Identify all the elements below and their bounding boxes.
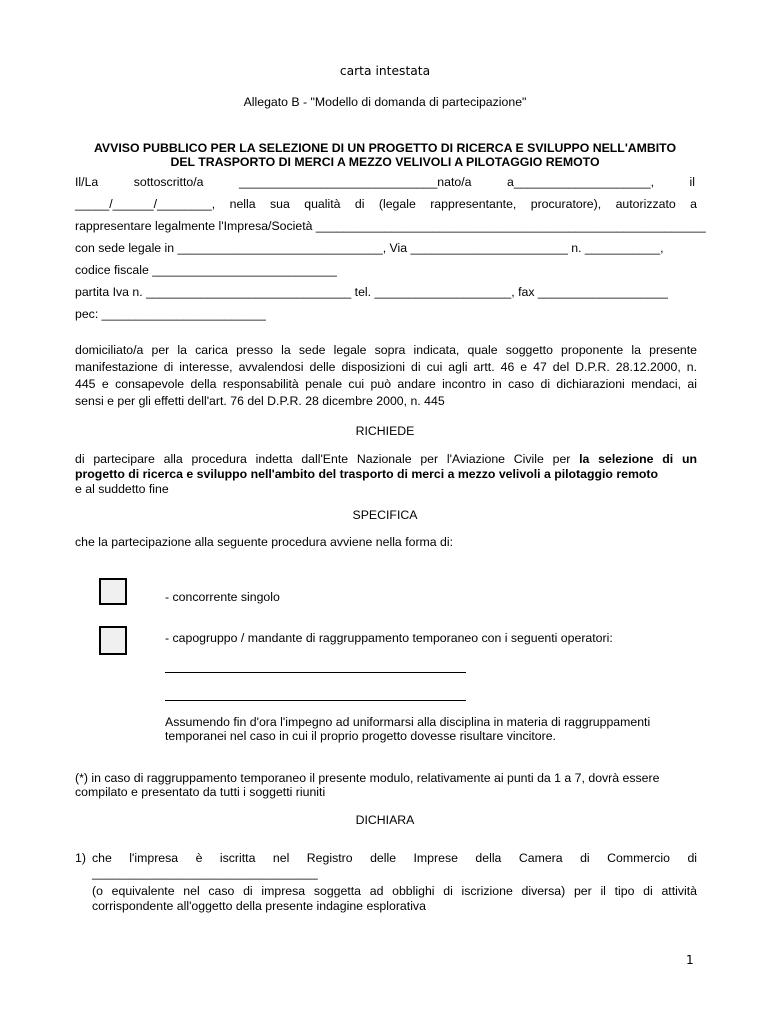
- domicile-paragraph: [75, 342, 697, 410]
- item-word: Camera: [518, 851, 563, 865]
- form-word: il: [689, 175, 696, 189]
- form-word: sottoscritto/a: [133, 175, 204, 189]
- item-word: nel: [272, 851, 290, 865]
- dichiara-heading: DICHIARA: [355, 813, 415, 827]
- document-title-line-1: AVVISO PUBBLICO PER LA SELEZIONE DI UN PROGETTO DI RICERCA E SVILUPPO NELL'AMBITO: [93, 141, 677, 155]
- item-word: è: [195, 851, 203, 865]
- group-leader-label: - capogruppo / mandante di raggruppamento temporaneo con i seguenti operatori:: [165, 631, 613, 645]
- item-word: l'impresa: [129, 851, 179, 865]
- form-word: Il/La: [75, 175, 99, 189]
- letterhead-placeholder: carta intestata: [339, 64, 431, 78]
- paragraph-line: domiciliato/a per la carica presso la sede legale sopra indicata, quale soggetto proponente la presente: [75, 343, 697, 357]
- paragraph-line: corrispondente all'oggetto della presente indagine esplorativa: [92, 899, 426, 913]
- paragraph-line: e al suddetto fine: [75, 482, 169, 496]
- document-title-line-2: DEL TRASPORTO DI MERCI A MEZZO VELIVOLI A PILOTAGGIO REMOTO: [170, 155, 600, 169]
- form-word: rappresentante,: [430, 197, 517, 211]
- form-word: (legale: [378, 197, 416, 211]
- form-word: qualità: [304, 197, 341, 211]
- chamber-of-commerce-blank: _________________________________: [92, 866, 318, 880]
- item-word: di: [687, 851, 698, 865]
- form-line-vat-phone-fax: partita Iva n. ______________________________ tel. ____________________, fax ___________________: [75, 285, 668, 299]
- item-word: Registro: [306, 851, 353, 865]
- paragraph-line: sensi e per gli effetti dell'art. 76 del D.P.R. 28 dicembre 2000, n. 445: [75, 394, 445, 408]
- single-competitor-label: - concorrente singolo: [165, 590, 280, 604]
- text-run: di partecipare alla procedura indetta dall'Ente Nazionale per l'Aviazione Civile per: [75, 452, 580, 466]
- paragraph-line: progetto di ricerca e sviluppo nell'ambito del trasporto di merci a mezzo velivoli a pilotaggio remoto: [75, 467, 659, 481]
- single-competitor-checkbox[interactable]: [99, 578, 127, 605]
- page-number: 1: [686, 953, 694, 967]
- item-word: di: [580, 851, 590, 865]
- group-leader-checkbox[interactable]: [99, 626, 127, 655]
- specifica-text: che la partecipazione alla seguente procedura avviene nella forma di:: [75, 535, 454, 549]
- paragraph-line: 445 e consapevole della responsabilità penale cui può andare incontro in caso di dichiarazioni mendaci, ai: [75, 377, 697, 391]
- form-line-pec: pec: ________________________: [75, 307, 266, 321]
- paragraph-line: (o equivalente nel caso di impresa soggetta ad obblighi di iscrizione diversa) per il tipo di attività: [92, 884, 697, 898]
- item-word: delle: [370, 851, 397, 865]
- item-word: che: [92, 851, 112, 865]
- specifica-heading: SPECIFICA: [352, 508, 418, 522]
- operator-blank-line[interactable]: [165, 672, 466, 673]
- form-line-company: rappresentare legalmente l'Impresa/Società _________________________________________________________: [75, 219, 706, 233]
- form-word: a____________________,: [507, 175, 655, 189]
- form-word: a: [690, 197, 697, 211]
- form-line-registered-office: con sede legale in ______________________________, Via _______________________ n. ___________,: [75, 241, 664, 255]
- text-run-bold: la selezione di un: [579, 452, 697, 466]
- form-word: nella: [229, 197, 256, 211]
- item-word: iscritta: [219, 851, 256, 865]
- note-line-2: compilato e presentato da tutti i soggetti riuniti: [75, 785, 326, 799]
- form-line-undersigned: [75, 175, 695, 190]
- item-word: Commercio: [607, 851, 670, 865]
- assume-line-1: Assumendo fin d'ora l'impegno ad uniformarsi alla disciplina in materia di raggruppamenti: [165, 715, 651, 729]
- item-1-paragraph: [92, 884, 697, 914]
- item-1-line-1: [92, 851, 697, 866]
- paragraph-line: manifestazione di interesse, avvalendosi delle disposizioni di cui agli artt. 46 e 47 del D.P.R. 28.12.2000, n.: [75, 360, 697, 374]
- form-line-tax-code: codice fiscale ___________________________: [75, 263, 337, 277]
- form-word: di: [354, 197, 365, 211]
- paragraph-line: [75, 452, 697, 467]
- operator-blank-line[interactable]: [165, 700, 466, 701]
- richiede-paragraph: [75, 452, 697, 497]
- form-word: procuratore),: [530, 197, 602, 211]
- form-line-birthdate: [75, 197, 697, 212]
- form-word: _____/______/________,: [75, 197, 216, 211]
- form-word: sua: [270, 197, 290, 211]
- note-line-1: (*) in caso di raggruppamento temporaneo il presente modulo, relativamente ai punti da 1 a 7, dovrà essere: [75, 771, 660, 785]
- form-word: autorizzato: [615, 197, 676, 211]
- annex-label: Allegato B - "Modello di domanda di partecipazione": [243, 95, 527, 109]
- richiede-heading: RICHIEDE: [355, 424, 415, 438]
- item-word: della: [475, 851, 502, 865]
- item-number: 1): [75, 851, 86, 865]
- assume-line-2: temporanei nel caso in cui il proprio progetto dovesse risultare vincitore.: [165, 729, 556, 743]
- item-word: Imprese: [413, 851, 458, 865]
- form-word: _____________________________nato/a: [238, 175, 472, 189]
